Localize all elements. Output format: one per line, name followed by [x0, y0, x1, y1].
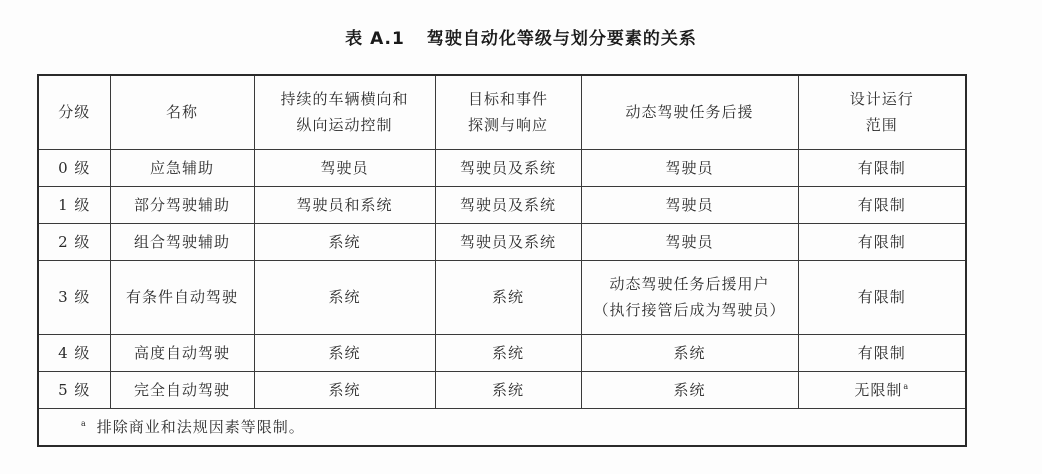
- header-text: 设计运行: [849, 90, 914, 109]
- header-control: [254, 75, 435, 149]
- cell-level: 2 级: [38, 223, 110, 260]
- cell-name: 应急辅助: [110, 149, 254, 186]
- header-text: 动态驾驶任务后援: [625, 103, 754, 122]
- cell-odd: [798, 186, 966, 223]
- cell-fallback: [581, 260, 798, 334]
- cell-level: 1 级: [38, 186, 110, 223]
- header-odd: [798, 75, 966, 149]
- header-text: 纵向运动控制: [296, 116, 393, 135]
- odd-text: 有限制: [857, 158, 906, 177]
- cell-level: 4 级: [38, 334, 110, 371]
- table-row: [38, 260, 966, 334]
- cell-name: 完全自动驾驶: [110, 371, 254, 408]
- header-level: [38, 75, 110, 149]
- table-row: [38, 334, 966, 371]
- fallback-text: 驾驶员: [665, 158, 714, 177]
- header-text: 目标和事件: [467, 90, 548, 109]
- table-title: 驾驶自动化等级与划分要素的关系: [426, 29, 697, 49]
- header-detection: [435, 75, 581, 149]
- header-text: 探测与响应: [467, 116, 548, 135]
- cell-detection: 驾驶员及系统: [435, 186, 581, 223]
- cell-odd: [798, 149, 966, 186]
- fallback-text: 系统: [673, 380, 706, 399]
- cell-detection: 系统: [435, 260, 581, 334]
- table-header-row: [38, 75, 966, 149]
- cell-fallback: [581, 371, 798, 408]
- fallback-text: 驾驶员: [665, 232, 714, 251]
- fallback-text: 系统: [673, 343, 706, 362]
- footnote-row: [38, 408, 966, 446]
- table-row: [38, 371, 966, 408]
- cell-odd: [798, 260, 966, 334]
- cell-level: 0 级: [38, 149, 110, 186]
- cell-odd: [798, 223, 966, 260]
- cell-fallback: [581, 186, 798, 223]
- header-text: 分级: [58, 103, 91, 122]
- footnote-text: 排除商业和法规因素等限制。: [96, 417, 305, 436]
- odd-text: 有限制: [857, 343, 906, 362]
- table-row: [38, 186, 966, 223]
- cell-name: 有条件自动驾驶: [110, 260, 254, 334]
- header-name: [110, 75, 254, 149]
- cell-name: 组合驾驶辅助: [110, 223, 254, 260]
- table-row: [38, 149, 966, 186]
- odd-text: 有限制: [857, 288, 906, 306]
- cell-control: 系统: [254, 371, 435, 408]
- header-text: 名称: [165, 103, 198, 122]
- cell-detection: 系统: [435, 371, 581, 408]
- cell-control: 系统: [254, 334, 435, 371]
- cell-fallback: [581, 149, 798, 186]
- header-text: 范围: [865, 116, 898, 135]
- odd-text: 有限制: [857, 195, 906, 214]
- odd-text: 无限制: [854, 380, 903, 399]
- cell-detection: 驾驶员及系统: [435, 149, 581, 186]
- fallback-text: 动态驾驶任务后援用户: [609, 275, 770, 293]
- header-text: 持续的车辆横向和: [280, 90, 409, 109]
- table-caption: [0, 24, 1042, 49]
- table-row: [38, 223, 966, 260]
- cell-control: 系统: [254, 260, 435, 334]
- cell-odd: [798, 334, 966, 371]
- footnote-mark: a: [81, 418, 87, 428]
- cell-detection: 系统: [435, 334, 581, 371]
- footnote: [38, 408, 966, 446]
- cell-control: 系统: [254, 223, 435, 260]
- cell-name: 高度自动驾驶: [110, 334, 254, 371]
- footnote-marker: a: [903, 381, 910, 391]
- fallback-text: （执行接管后成为驾驶员）: [593, 301, 786, 319]
- header-fallback: [581, 75, 798, 149]
- cell-control: 驾驶员和系统: [254, 186, 435, 223]
- cell-control: 驾驶员: [254, 149, 435, 186]
- cell-name: 部分驾驶辅助: [110, 186, 254, 223]
- cell-level: 3 级: [38, 260, 110, 334]
- odd-text: 有限制: [857, 232, 906, 251]
- cell-level: 5 级: [38, 371, 110, 408]
- automation-levels-table: [37, 74, 967, 447]
- fallback-text: 驾驶员: [665, 195, 714, 214]
- table-number: 表 A.1: [345, 29, 405, 49]
- cell-detection: 驾驶员及系统: [435, 223, 581, 260]
- cell-odd: [798, 371, 966, 408]
- cell-fallback: [581, 223, 798, 260]
- cell-fallback: [581, 334, 798, 371]
